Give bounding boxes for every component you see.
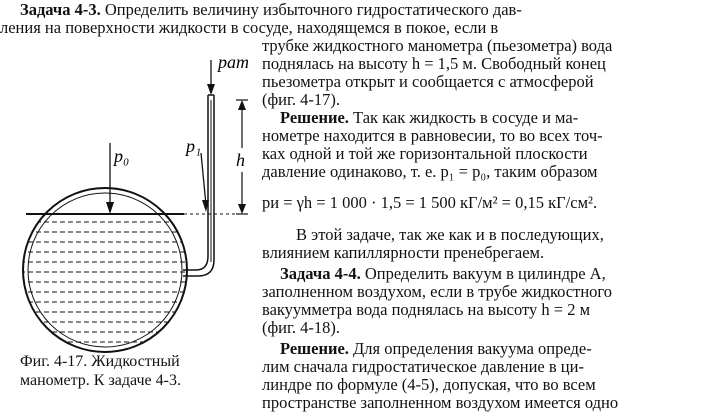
solution43-text1: Так как жидкость в сосуде и ма- xyxy=(353,108,579,127)
liquid-hatching xyxy=(20,222,190,342)
task44-line3: вакуумметра вода поднялась на высоту h = 2 м xyxy=(262,300,591,319)
solution43-line5: В этой задаче, так же как и в последующих, xyxy=(296,225,604,244)
task43-line2: ления на поверхности жидкости в сосуде, находящемся в покое, если в xyxy=(0,18,499,37)
task43-line1 xyxy=(20,1,522,19)
solution43-label: Решение. xyxy=(280,108,349,127)
task43-line5: пьезометра открыт и сообщается с атмосферой xyxy=(262,72,594,91)
solution43-line1 xyxy=(280,109,578,127)
figure-caption-line1: Фиг. 4-17. Жидкостный xyxy=(20,353,180,370)
solution44-line1 xyxy=(280,340,592,358)
label-patm: pат xyxy=(218,52,249,72)
task43-line4: поднялась на высоту h = 1,5 м. Свободный конец xyxy=(262,54,606,73)
task43-line3: трубке жидкостного манометра (пьезометра) вода xyxy=(262,36,613,55)
p1-arrow xyxy=(201,153,206,205)
task44-line4: (фиг. 4-18). xyxy=(262,318,341,337)
task43-text1: Определить величину избыточного гидростатического дав- xyxy=(104,0,522,19)
label-h: h xyxy=(236,150,245,170)
solution43-line3: ках одной и той же горизонтальной плоскости xyxy=(262,144,588,163)
task44-line2: заполненном воздухом, если в трубе жидкостного xyxy=(262,282,613,301)
label-p1: p₁ xyxy=(186,136,202,156)
solution44-text1: Для определения вакуума опреде- xyxy=(353,339,592,358)
solution44-label: Решение. xyxy=(280,339,349,358)
solution44-line2: лим сначала гидростатическое давление в ци- xyxy=(262,357,584,376)
solution43-line2: нометре находится в равновесии, то во всех точ- xyxy=(262,126,603,145)
solution44-line3: линдре по формуле (4-5), допуская, что во всем xyxy=(262,375,596,394)
task43-line6: (фиг. 4-17). xyxy=(262,90,341,109)
vessel-outline xyxy=(23,188,187,352)
solution43-formula: pи = γh = 1 000 · 1,5 = 1 500 кГ/м² = 0,15 кГ/см². xyxy=(262,193,598,212)
task44-line1 xyxy=(280,265,606,283)
solution44-line4: пространстве заполненном воздухом имеется одно xyxy=(262,393,619,412)
solution43-line6: влиянием капиллярности пренебрегаем. xyxy=(262,243,545,262)
task43-label: Задача 4-3. xyxy=(20,0,101,19)
figure-caption-line2: манометр. К задаче 4-3. xyxy=(20,372,181,389)
task44-label: Задача 4-4. xyxy=(280,264,361,283)
label-p0: p₀ xyxy=(114,146,130,166)
solution43-line4: давление одинаково, т. е. p₁ = p₀, таким образом xyxy=(262,162,598,181)
piezometer-tube xyxy=(183,95,214,276)
task44-text1: Определить вакуум в цилиндре А, xyxy=(364,264,606,283)
